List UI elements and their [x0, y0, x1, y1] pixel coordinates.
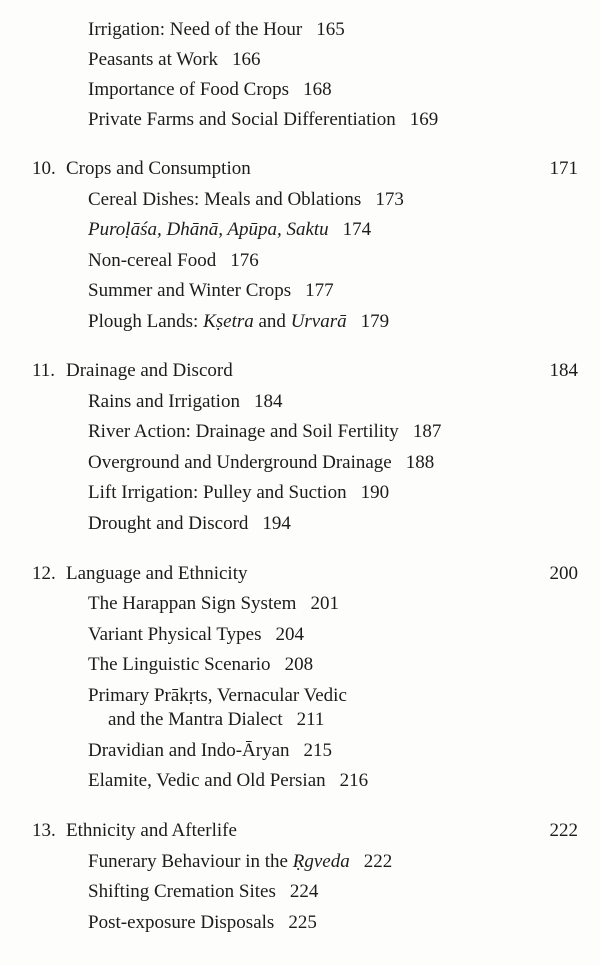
toc-section: [88, 850, 392, 874]
toc-chapter: [32, 562, 248, 586]
section-page: 215: [303, 740, 333, 761]
section-page: 201: [310, 593, 339, 614]
section-title: Overground and Underground Drainage: [88, 452, 392, 473]
section-page: 165: [316, 19, 345, 40]
section-title: Primary Prākṛts, Vernacular Vedic: [88, 685, 347, 706]
section-title: Irrigation: Need of the Hour: [88, 19, 303, 40]
section-page: 166: [232, 49, 261, 70]
toc-section: [88, 451, 434, 475]
section-title: Variant Physical Types: [88, 624, 262, 645]
toc-section: [88, 249, 259, 273]
toc-section: [88, 592, 339, 616]
section-title: Dravidian and Indo-Āryan: [88, 740, 290, 761]
toc-section: [88, 420, 441, 444]
toc-section: [88, 390, 282, 414]
section-title-italic: Kṣetra: [203, 311, 254, 332]
section-title: Shifting Cremation Sites: [88, 881, 276, 902]
chapter-title: Ethnicity and Afterlife: [66, 820, 237, 841]
chapter-number: 13.: [32, 820, 56, 841]
section-title: Cereal Dishes: Meals and Oblations: [88, 189, 362, 210]
section-title: Summer and Winter Crops: [88, 280, 292, 301]
section-page: 169: [409, 109, 439, 130]
section-title: Post-exposure Disposals: [88, 912, 275, 933]
section-page: 173: [375, 189, 404, 210]
toc-section-continued: [108, 708, 324, 732]
section-title: Non-cereal Food: [88, 250, 217, 271]
section-title: River Action: Drainage and Soil Fertility: [88, 421, 399, 442]
chapter-page: 184: [549, 360, 578, 381]
section-title: Peasants at Work: [88, 49, 219, 70]
section-page: 211: [296, 709, 325, 730]
section-page: 216: [339, 770, 369, 791]
section-title: The Harappan Sign System: [88, 593, 297, 614]
section-page: 177: [305, 280, 334, 301]
toc-chapter: [32, 157, 251, 181]
chapter-page: 222: [549, 820, 578, 841]
section-page: 194: [262, 513, 291, 534]
chapter-number: 11.: [32, 360, 56, 381]
toc-section: [88, 279, 334, 303]
toc-section: [88, 769, 368, 793]
section-page: 204: [275, 624, 305, 645]
section-page: 225: [288, 912, 317, 933]
chapter-title: Crops and Consumption: [66, 158, 251, 179]
toc-section: [88, 78, 332, 102]
section-title: Rains and Irrigation: [88, 391, 240, 412]
section-page: 174: [342, 219, 372, 240]
toc-section: [88, 218, 371, 242]
section-title-cont: and the Mantra Dialect: [108, 709, 283, 730]
section-page: 179: [360, 311, 390, 332]
toc-section: [88, 108, 438, 132]
section-title-part: Funerary Behaviour in the: [88, 851, 293, 872]
toc-section: [88, 188, 404, 212]
section-title: Private Farms and Social Differentiation: [88, 109, 396, 130]
section-page: 184: [253, 391, 283, 412]
section-title: Importance of Food Crops: [88, 79, 290, 100]
section-page: 190: [360, 482, 390, 503]
toc-section: [88, 684, 347, 708]
toc-section: [88, 880, 318, 904]
section-page: 187: [412, 421, 442, 442]
section-page: 224: [289, 881, 319, 902]
toc-section: [88, 18, 345, 42]
chapter-page: 200: [549, 563, 578, 584]
section-page: 168: [303, 79, 332, 100]
section-page: 188: [405, 452, 435, 473]
chapter-number: 12.: [32, 563, 56, 584]
section-title-italic: Urvarā: [290, 311, 347, 332]
section-title: Puroḷāśa, Dhānā, Apūpa, Saktu: [88, 219, 329, 240]
section-page: 176: [230, 250, 259, 271]
section-title: Elamite, Vedic and Old Persian: [88, 770, 326, 791]
section-title: The Linguistic Scenario: [88, 654, 271, 675]
toc-section: [88, 310, 389, 334]
chapter-title: Language and Ethnicity: [66, 563, 248, 584]
chapter-page: 171: [549, 158, 578, 179]
section-title-italic: Ṛgveda: [292, 851, 350, 872]
section-page: 208: [284, 654, 314, 675]
chapter-number: 10.: [32, 158, 56, 179]
section-title: Drought and Discord: [88, 513, 249, 534]
toc-section: [88, 739, 332, 763]
section-title-part: Plough Lands:: [88, 311, 204, 332]
toc-section: [88, 653, 313, 677]
section-title: Lift Irrigation: Pulley and Suction: [88, 482, 347, 503]
toc-section: [88, 512, 291, 536]
toc-section: [88, 481, 389, 505]
toc-chapter: [32, 359, 233, 383]
toc-section: [88, 911, 317, 935]
toc-section: [88, 623, 304, 647]
chapter-title: Drainage and Discord: [66, 360, 233, 381]
section-title-part: and: [253, 311, 291, 332]
toc-chapter: [32, 819, 237, 843]
toc-section: [88, 48, 261, 72]
section-page: 222: [363, 851, 393, 872]
